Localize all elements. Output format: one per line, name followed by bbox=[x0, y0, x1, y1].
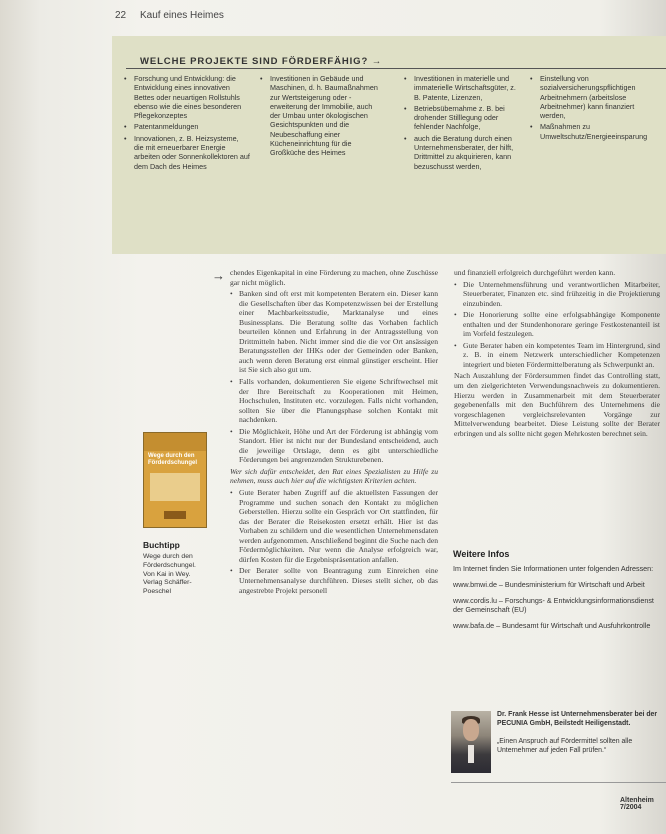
paragraph: Wer sich dafür entscheidet, den Rat eines Spezialisten zu Hilfe zu nehmen, muss auch hier auf die wichtigsten Kriterien achten. bbox=[230, 466, 438, 486]
list-item: • Investitionen in materielle und immaterielle Wirtschaftsgüter, z. B. Patente, Lizenzen, bbox=[404, 74, 522, 102]
book-cover-title: Wege durch den Förderdschungel bbox=[148, 453, 198, 466]
link-item: www.bafa.de – Bundesamt für Wirtschaft und Ausfuhrkontrolle bbox=[453, 621, 651, 631]
list-item: • Der Berater sollte von Beantragung zum Einreichen eine Unternehmensanalyse durchführen. Dieses stellt sicher, ob das angestrebte Projekt personell bbox=[230, 566, 438, 595]
paragraph: Nach Auszahlung der Fördersummen findet das Controlling statt, um den zielgerichteten Verwendungsnachweis zu dokumentieren. Hierzu werden in Zusammenarbeit mit dem Steuerberater gegebenenfalls mit den Buchführern des Unternehmens die vorgeschlagenen vergleichsrelevanten Vorgänge zur Mittelverwendung bearbeitet. Diese Leistung sollte der Berater erbringen und als sollte nicht gegen Mehrkosten berechnet sein. bbox=[454, 371, 660, 438]
list-item: • Die Honorierung sollte eine erfolgsabhängige Komponente enthalten und der Stundenhonorare geringe Festkostenanteil ist im Vorfeld festzulegen. bbox=[454, 310, 660, 339]
list-item: • Gute Berater haben ein kompetentes Team im Hintergrund, sind z. B. in einem Netzwerk unterschiedlicher Kompetenzen integriert und bieten Fördermittelberatung als Schwerpunkt an. bbox=[454, 341, 660, 370]
paragraph: chendes Eigenkapital in eine Förderung zu machen, ohne Zuschüsse gar nicht möglich. bbox=[230, 268, 438, 287]
infos-list bbox=[453, 564, 658, 637]
buchtipp-heading: Buchtipp bbox=[143, 540, 180, 550]
infos-heading: Weitere Infos bbox=[453, 549, 510, 559]
paragraph: und finanziell erfolgreich durchgeführt werden kann. bbox=[454, 268, 616, 277]
running-head: Kauf eines Heimes bbox=[140, 10, 224, 21]
book-cover-panel bbox=[150, 473, 200, 501]
list-item: • Forschung und Entwicklung: die Entwicklung eines innovativen Bettes oder neuartigen Rollstuhls ebenso wie die eines besonderen Pflegekonzeptes bbox=[124, 74, 250, 120]
list-item: • Innovationen, z. B. Heizsysteme, die mit erneuerbarer Energie arbeiten oder Sonnenkollektoren auf dem Dach des Heimes bbox=[124, 134, 250, 171]
footer-rule bbox=[451, 782, 666, 783]
body-column-2 bbox=[454, 268, 660, 540]
list-item: • auch die Beratung durch einen Unternehmensberater, der hilft, Drittmittel zu akquirieren, kann bezuschusst werden, bbox=[404, 134, 522, 171]
list-item: • Gute Berater haben Zugriff auf die aktuellsten Fassungen der Programme und suchen sonach den Kontakt zu möglichen Geberstellen. Hierzu sollte ein Gespräch vor Ort stattfinden, für das der Berater die Reisekosten ersetzt erhält. Hier ist das Vorhaben zu schildern und die wesentlichen Unternehmensdaten werden aufgenommen. Anschließend beginnt die Suche nach den Fördermöglichkeiten. Nur wenn die Analyse erfolgreich war, dürfen Kosten für die Ergebnispräsentation anfallen. bbox=[230, 488, 438, 564]
continuation-arrow-icon: → bbox=[212, 268, 225, 283]
publisher-logo-icon bbox=[164, 511, 186, 519]
box-column-1 bbox=[124, 74, 250, 173]
list-item: • Betriebsübernahme z. B. bei drohender Stilllegung oder fehlender Nachfolge, bbox=[404, 104, 522, 132]
list-item: • Investitionen in Gebäude und Maschinen, d. h. Baumaßnahmen zur Wertsteigerung oder -erweiterung der Immobilie, auch der Umbau unter ökologischen Gesichtspunkten und die Neubeschaffung einer Kücheneinrichtung für die Großküche des Heimes bbox=[260, 74, 384, 158]
link-item: www.bmwi.de – Bundesministerium für Wirtschaft und Arbeit bbox=[453, 579, 645, 589]
paragraph: Im Internet finden Sie Informationen unter folgenden Adressen: bbox=[453, 564, 654, 573]
list-item: • Einstellung von sozialversicherungspflichtigen Arbeitnehmern (arbeitslose Arbeitnehmer) kann finanziert werden, bbox=[530, 74, 660, 120]
book-cover bbox=[143, 432, 207, 528]
footer-issue: Altenheim 7/2004 bbox=[620, 797, 654, 811]
list-item: • Patentanmeldungen bbox=[124, 122, 250, 131]
box-column-3 bbox=[404, 74, 522, 173]
info-box-title: WELCHE PROJEKTE SIND FÖRDERFÄHIG? → bbox=[140, 56, 383, 67]
box-column-4 bbox=[530, 74, 660, 143]
box-column-2 bbox=[260, 74, 384, 160]
book-cover-band bbox=[144, 433, 206, 451]
buchtipp-text: Wege durch den Förderdschungel. Von Kai in Wey. Verlag Schäffer-Poeschel bbox=[143, 553, 196, 596]
body-column-1 bbox=[230, 268, 438, 788]
list-item: • Die Unternehmensführung und verantwortlichen Mitarbeiter, Steuerberater, Finanzen etc. sind frühzeitig in die Projektierung einzubinden. bbox=[454, 280, 660, 309]
author-photo bbox=[451, 711, 491, 773]
list-item: • Maßnahmen zu Umweltschutz/Energieeinsparung bbox=[530, 122, 660, 141]
photo-face bbox=[463, 719, 479, 741]
page-number: 22 bbox=[115, 10, 127, 21]
link-item: www.cordis.lu – Forschungs- & Entwicklungsinformationsdienst der Gemeinschaft (EU) bbox=[453, 595, 654, 615]
author-bio: Dr. Frank Hesse ist Unternehmensberater bei der PECUNIA GmbH, Beilstedt Heiligenstadt. bbox=[497, 711, 658, 727]
author-quote: „Einen Anspruch auf Fördermittel sollten alle Unternehmer auf jeden Fall prüfen.“ bbox=[497, 738, 633, 754]
list-item: • Die Möglichkeit, Höhe und Art der Förderung ist abhängig vom Standort. Hier ist nicht nur der Bundesland entscheidend, auch die jeweilige Ortslage, denn es gibt unterschiedliche Förderungen bei angrenzenden Strukturebenen. bbox=[230, 427, 438, 465]
info-box-rule bbox=[126, 68, 666, 69]
photo-collar bbox=[468, 745, 474, 763]
list-item: • Falls vorhanden, dokumentieren Sie eigene Schriftwechsel mit der Ihre Bereitschaft zu Kooperationen mit Heimen, Hochschulen, Instituten etc. vorzulegen. Falls nicht vorhanden, sollten Sie über die Planungsphase solchen Kontakt mit nachdenken. bbox=[230, 377, 438, 425]
list-item: • Banken sind oft erst mit kompetenten Beratern ein. Dieser kann die Gesellschaften über das Kompetenzwissen bei der Erstellung einer Machbarkeitsstudie, Marktanalyse und eines Businessplans. Die Beratung sollte das Vorhaben fachlich beurteilen können und Erfahrung in der Antragsstellung von Drittmitteln haben. Nicht immer sind die die vor Ort ansässigen Beratungsstellen der IHKs oder der Gemeinden oder Banken, auch wenn deren Beratung erst einmal günstiger erscheint. Hier ist Sie sich also gut um. bbox=[230, 289, 438, 375]
